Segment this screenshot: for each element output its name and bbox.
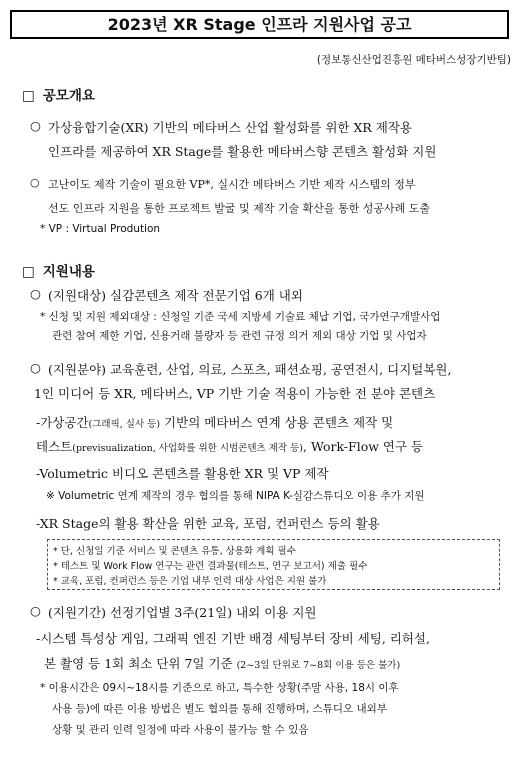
overview-item1-line2: 인프라를 제공하여 XR Stage를 활용한 메타버스향 콘텐츠 활성화 지원 [48,144,437,159]
section-heading-support [22,260,95,280]
box-note: * 교육, 포럼, 컨퍼런스 등은 기업 내부 인력 대상 사업은 지원 불가 [53,576,327,587]
support-dash1-line1 [36,413,393,431]
support-target-note1: * 신청 및 지원 제외대상 : 신청일 기준 국세 지방세 기술료 체납 기업, 국가연구개발사업 [40,311,441,323]
support-target-note2: 관련 참여 제한 기업, 신용거래 불량자 등 관련 규정 의거 제외 대상 기업 및 사업자 [52,330,427,342]
section-title: 공모개요 [42,88,95,104]
page-title: 2023년 XR Stage 인프라 지원사업 공고 [10,10,509,39]
overview-item2-line2: 선도 인프라 지원을 통한 프로젝트 발굴 및 제작 기술 확산을 통한 성공사례 도출 [48,202,430,215]
section-marker: □ [22,88,35,104]
support-period-note1: * 이용시간은 09시~18시를 기준으로 하고, 특수한 상황(주말 사용, 18시 이후 [40,682,399,694]
support-dash3: -XR Stage의 활용 확산을 위한 교육, 포럼, 컨퍼런스 등의 활용 [36,516,380,531]
box-note: * 테스트 및 Work Flow 연구는 관련 결과물(테스트, 연구 보고서) 제출 필수 [53,561,368,572]
section-marker: □ [22,264,35,280]
overview-item1-line1: 가상융합기술(XR) 기반의 메타버스 산업 활성화를 위한 XR 제작용 [48,120,412,135]
dash1-rest: 기반의 메타버스 연계 상용 콘텐츠 제작 및 [160,415,394,430]
dash1-prefix: -가상공간 [36,415,89,430]
bullet-marker: ○ [30,360,41,375]
period-line2a: 본 촬영 등 1회 최소 단위 7일 기준 [44,656,237,671]
period-line2b: (2~3일 단위로 7~8회 이용 등은 불가) [236,660,401,671]
dash1-small2: (previsualization, 사업화를 위한 시범콘텐츠 제작 등) [72,443,303,454]
support-dash2: -Volumetric 비디오 콘텐츠를 활용한 XR 및 VP 제작 [36,466,329,481]
support-period-dash-line1: -시스템 특성상 게임, 그래픽 엔진 기반 배경 세팅부터 장비 세팅, 리허설, [36,631,430,646]
notes-box [47,539,500,590]
overview-item2-line1: 고난이도 제작 기술이 필요한 VP*, 실시간 메타버스 기반 제작 시스템의 정부 [48,178,416,191]
support-field-line2: 1인 미디어 등 XR, 메타버스, VP 기반 기술 적용이 가능한 전 분야 콘텐츠 [34,386,436,401]
support-period-note2: 사용 등)에 따른 이용 방법은 별도 협의를 통해 진행하며, 스튜디오 내외부 [52,703,387,715]
section-title: 지원내용 [42,264,95,280]
overview-footnote: * VP : Virtual Prodution [40,223,161,235]
support-dash2-note: ※ Volumetric 연계 제작의 경우 협의를 통해 NIPA K-실감스튜디오 이용 추가 지원 [46,490,425,502]
bullet-marker: ○ [30,286,41,301]
dash1-line2b: , Work-Flow 연구 등 [303,439,424,454]
bullet-marker: ○ [30,118,41,133]
bullet-marker: ○ [30,176,40,189]
support-field-line1: (지원분야) 교육훈련, 산업, 의료, 스포츠, 패션쇼핑, 공연전시, 디지털복원, [48,362,452,377]
organization-label: (정보통신산업진흥원 메타버스성장기반팀) [316,54,511,66]
support-dash1-line2 [36,437,423,455]
dash1-line2a: 테스트 [36,439,73,454]
support-period-dash-line2 [44,654,400,672]
box-note: * 단, 신청일 기준 서비스 및 콘텐츠 유통, 상용화 계획 필수 [53,546,296,557]
support-period-note3: 상황 및 관리 인력 일정에 따라 사용이 불가능 할 수 있음 [52,724,309,736]
support-target: (지원대상) 실감콘텐츠 제작 전문기업 6개 내외 [48,288,303,303]
support-period: (지원기간) 선정기업별 3주(21일) 내외 이용 지원 [48,605,317,620]
dash1-small: (그래픽, 실사 등) [88,419,161,430]
bullet-marker: ○ [30,603,41,618]
section-heading-overview [22,84,95,104]
